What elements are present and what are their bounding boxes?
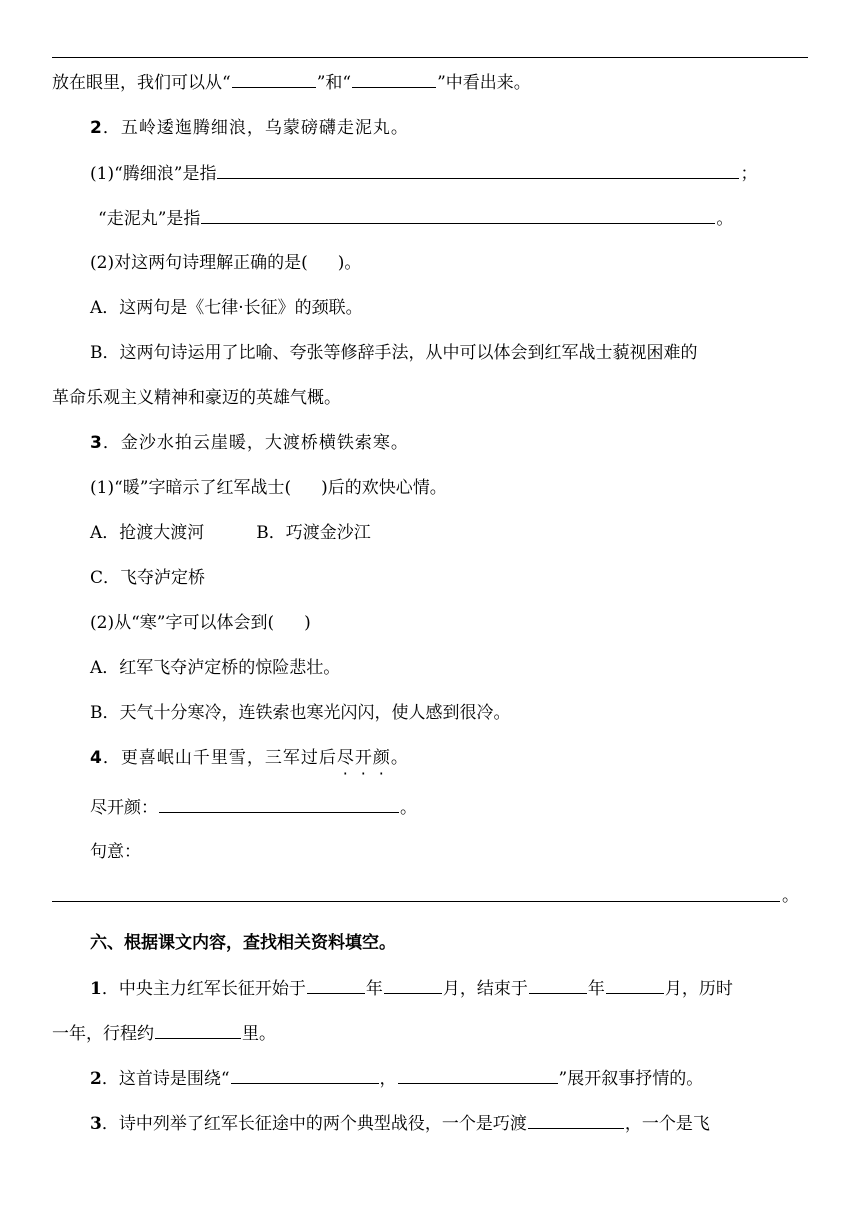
question-4-poem — [90, 746, 850, 770]
question-number: 2 — [90, 118, 103, 138]
answer-blank[interactable] — [217, 161, 739, 179]
text: (2)从“寒”字可以体会到( — [90, 613, 275, 633]
poem-line: ．五岭逶迤腾细浪，乌蒙磅礴走泥丸。 — [102, 118, 409, 138]
emphasis-char: 开 — [354, 748, 373, 768]
question-number: 4 — [90, 748, 103, 768]
option-b-continued: 革命乐观主义精神和豪迈的英雄气概。 — [52, 388, 341, 408]
option-b: B．这两句诗运用了比喻、夸张等修辞手法，从中可以体会到红军战士藐视困难的 — [90, 343, 698, 363]
text: ”展开叙事抒情的。 — [558, 1069, 704, 1089]
answer-blank[interactable] — [384, 976, 442, 994]
text: ”和“ — [316, 73, 352, 93]
text: ) — [304, 613, 311, 633]
option-b: B．天气十分寒冷，连铁索也寒光闪闪，使人感到很冷。 — [90, 703, 511, 723]
text: ； — [740, 164, 758, 184]
text: 年 — [587, 979, 605, 999]
question-2-poem — [90, 116, 850, 140]
answer-blank[interactable] — [528, 1111, 624, 1129]
question-2-2 — [90, 251, 850, 275]
text: 月，历时 — [664, 979, 733, 999]
answer-blank[interactable] — [398, 1066, 558, 1084]
answer-blank[interactable] — [159, 795, 399, 813]
question-3-1 — [90, 476, 850, 500]
question-number: 3 — [90, 1114, 102, 1134]
text: (1)“暖”字暗示了红军战士( — [90, 478, 292, 498]
text: ．中央主力红军长征开始于 — [101, 979, 306, 999]
text: ．诗中列举了红军长征途中的两个典型战役，一个是巧渡 — [101, 1114, 527, 1134]
sentence-meaning-label: 句意： — [90, 842, 141, 862]
text: “走泥丸”是指 — [98, 209, 201, 229]
question-number: 1 — [90, 979, 102, 999]
option-c: C．飞夺泸定桥 — [90, 568, 206, 588]
s6-question-2 — [90, 1066, 850, 1091]
text: ， — [379, 1069, 397, 1089]
section-heading: 六、根据课文内容，查找相关资料填空。 — [90, 933, 396, 953]
s6-question-1 — [90, 976, 850, 1001]
option-a: A．这两句是《七律·长征》的颈联。 — [90, 298, 363, 318]
answer-blank[interactable] — [232, 70, 316, 88]
text: 。 — [400, 798, 417, 818]
text: )后的欢快心情。 — [321, 478, 447, 498]
text: 。 — [716, 209, 734, 229]
text: 月，结束于 — [442, 979, 528, 999]
question-3-2 — [90, 611, 850, 635]
answer-blank[interactable] — [606, 976, 664, 994]
text: 里。 — [242, 1024, 276, 1044]
question-3-poem — [90, 431, 850, 455]
question-2-1 — [90, 161, 850, 186]
emphasis-char: 颜 — [372, 748, 391, 768]
top-rule — [52, 57, 808, 58]
answer-blank[interactable] — [307, 976, 365, 994]
poem-line: ．金沙水拍云崖暖，大渡桥横铁索寒。 — [102, 433, 409, 453]
text: (2)对这两句诗理解正确的是( — [90, 253, 308, 273]
question-4-a — [90, 795, 850, 820]
s6-question-3 — [90, 1111, 850, 1136]
option-a: A．红军飞夺泸定桥的惊险悲壮。 — [90, 658, 341, 678]
text: 放在眼里，我们可以从“ — [52, 73, 231, 93]
poem-line: ．更喜岷山千里雪，三军过后 — [102, 748, 337, 768]
text: ”中看出来。 — [437, 73, 531, 93]
answer-line[interactable] — [52, 901, 780, 902]
question-2-1b — [98, 206, 858, 231]
text: 一年，行程约 — [52, 1024, 154, 1044]
answer-blank[interactable] — [155, 1021, 241, 1039]
text: 尽开颜： — [90, 798, 158, 818]
text: )。 — [337, 253, 362, 273]
option-b: B．巧渡金沙江 — [256, 523, 371, 543]
answer-blank[interactable] — [201, 206, 715, 224]
answer-blank[interactable] — [529, 976, 587, 994]
emphasis-char: 尽 — [336, 748, 355, 768]
text: 。 — [782, 886, 799, 906]
text: ，一个是飞 — [624, 1114, 710, 1134]
question-3-1-options — [90, 521, 850, 545]
line-continuation — [52, 70, 812, 95]
text: 。 — [390, 748, 409, 768]
s6-question-1b — [52, 1021, 812, 1046]
text: 年 — [365, 979, 383, 999]
question-number: 2 — [90, 1069, 102, 1089]
text: (1)“腾细浪”是指 — [90, 164, 217, 184]
option-a: A．抢渡大渡河 — [90, 523, 205, 543]
text: ．这首诗是围绕“ — [101, 1069, 230, 1089]
answer-blank[interactable] — [352, 70, 436, 88]
answer-blank[interactable] — [231, 1066, 379, 1084]
question-number: 3 — [90, 433, 103, 453]
